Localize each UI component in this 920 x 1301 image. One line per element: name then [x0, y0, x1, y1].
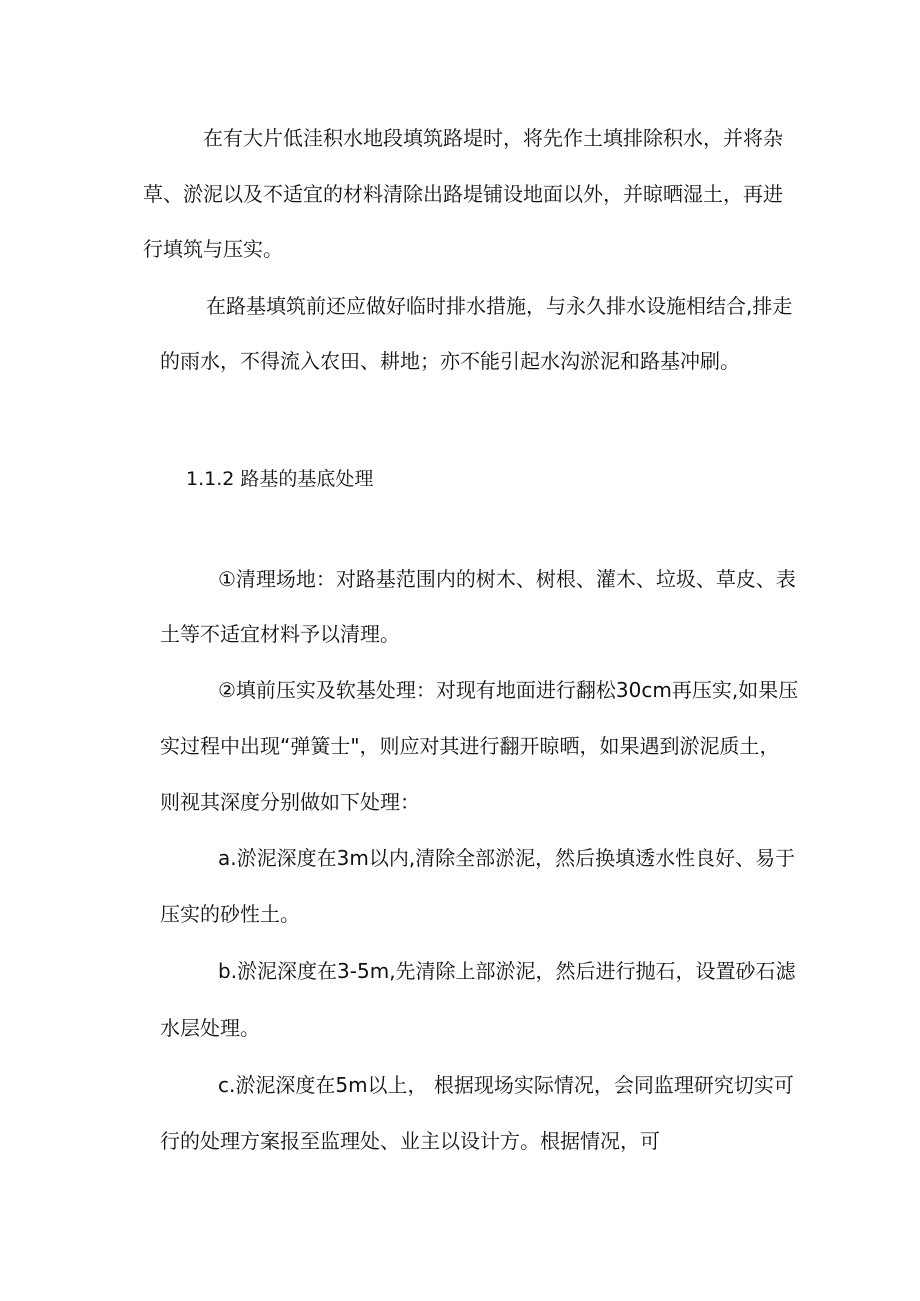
paragraph-1-line-1: 在有大片低洼积水地段填筑路堤时，将先作土填排除积水，并将杂: [203, 126, 783, 150]
item-c-line-1: c.淤泥深度在5m以上， 根据现场实际情况，会同监理研究切实可: [218, 1073, 794, 1097]
item-a-line-1: a.淤泥深度在3m以内,清除全部淤泥，然后换填透水性良好、易于: [218, 846, 796, 870]
item-2-line-3: 则视其深度分别做如下处理：: [160, 790, 420, 814]
paragraph-1-line-2: 草、淤泥以及不适宜的材料清除出路堤铺设地面以外，并晾晒湿土，再进: [143, 182, 783, 206]
paragraph-2-line-1: 在路基填筑前还应做好临时排水措施，与永久排水设施相结合,排走: [206, 294, 793, 318]
item-2-line-1: ②填前压实及软基处理：对现有地面进行翻松30cm再压实,如果压: [218, 678, 799, 702]
item-b-line-2: 水层处理。: [160, 1016, 260, 1040]
item-1-line-1: ①清理场地：对路基范围内的树木、树根、灌木、垃圾、草皮、表: [218, 567, 796, 591]
paragraph-2-line-2: 的雨水，不得流入农田、耕地；亦不能引起水沟淤泥和路基冲刷。: [160, 349, 740, 373]
item-c-line-2: 行的处理方案报至监理处、业主以设计方。根据情况，可: [160, 1129, 660, 1153]
item-2-line-2: 实过程中出现“弹簧士"，则应对其进行翻开晾晒，如果遇到淤泥质土，: [160, 734, 780, 758]
item-a-line-2: 压实的砂性土。: [160, 902, 300, 926]
item-1-line-2: 土等不适宜材料予以清理。: [160, 622, 400, 646]
item-b-line-1: b.淤泥深度在3-5m,先清除上部淤泥，然后进行抛石，设置砂石滤: [218, 959, 796, 983]
section-heading: 1.1.2 路基的基底处理: [186, 468, 374, 490]
paragraph-1-line-3: 行填筑与压实。: [143, 237, 283, 261]
